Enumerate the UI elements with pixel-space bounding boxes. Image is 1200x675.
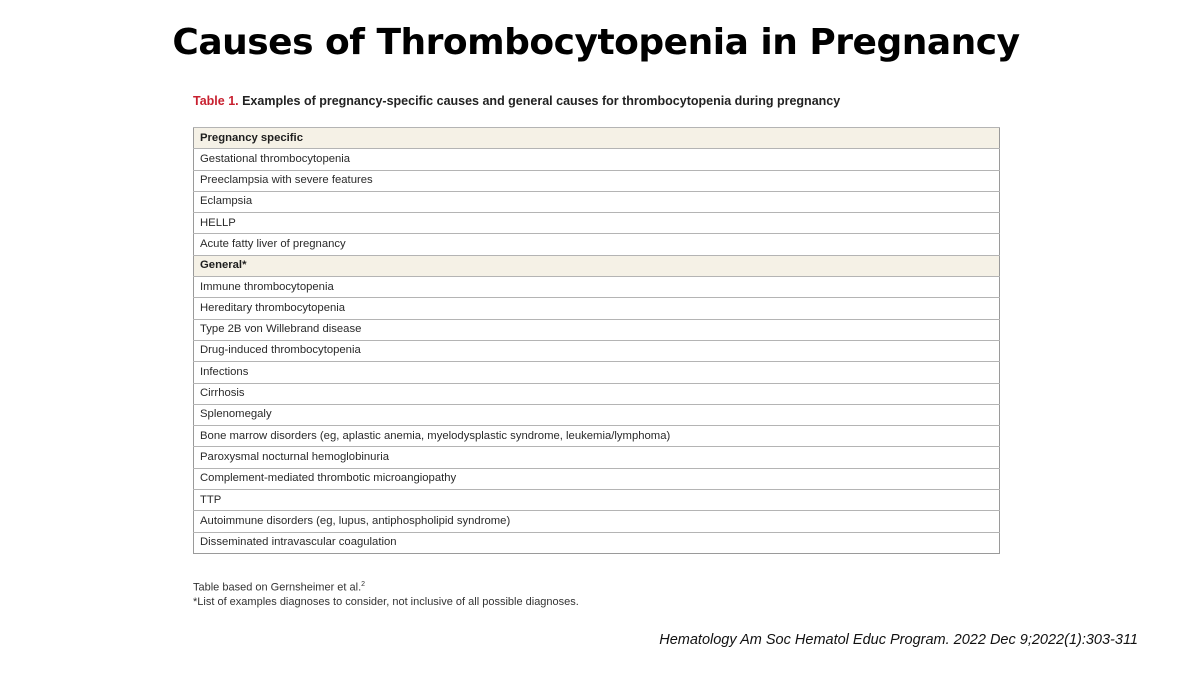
table-cell: Type 2B von Willebrand disease [194, 319, 1000, 340]
table-cell: Immune thrombocytopenia [194, 277, 1000, 298]
table-row [194, 532, 1000, 553]
table-cell: Drug-induced thrombocytopenia [194, 340, 1000, 361]
table-row [194, 170, 1000, 191]
table-cell: Bone marrow disorders (eg, aplastic anemia, myelodysplastic syndrome, leukemia/lymphoma) [194, 426, 1000, 447]
table-row [194, 468, 1000, 489]
causes-table [193, 127, 1000, 554]
table-row [194, 277, 1000, 298]
table-footnote: *List of examples diagnoses to consider, not inclusive of all possible diagnoses. [193, 596, 579, 608]
section-heading-general: General* [194, 255, 1000, 276]
section-heading-pregnancy-specific: Pregnancy specific [194, 128, 1000, 149]
table-cell: Gestational thrombocytopenia [194, 149, 1000, 170]
table-caption-text: Examples of pregnancy-specific causes and general causes for thrombocytopenia during pregnancy [238, 94, 841, 108]
table-cell: HELLP [194, 213, 1000, 234]
table-row [194, 149, 1000, 170]
source-reference-number: 2 [361, 581, 366, 588]
table-row [194, 511, 1000, 532]
section-header-row [194, 255, 1000, 276]
table-cell: TTP [194, 490, 1000, 511]
table-cell: Acute fatty liver of pregnancy [194, 234, 1000, 255]
table-row [194, 383, 1000, 404]
table-cell: Complement-mediated thrombotic microangiopathy [194, 468, 1000, 489]
journal-citation: Hematology Am Soc Hematol Educ Program. 2022 Dec 9;2022(1):303-311 [659, 632, 1138, 648]
source-note-text: Table based on Gernsheimer et al. [193, 581, 362, 594]
table-cell: Eclampsia [194, 191, 1000, 212]
table-cell: Hereditary thrombocytopenia [194, 298, 1000, 319]
table-row [194, 191, 1000, 212]
table-row [194, 234, 1000, 255]
table-cell: Paroxysmal nocturnal hemoglobinuria [194, 447, 1000, 468]
table-row [194, 490, 1000, 511]
slide-title: Causes of Thrombocytopenia in Pregnancy [172, 22, 1020, 63]
table-cell: Preeclampsia with severe features [194, 170, 1000, 191]
table-source-note [193, 581, 365, 594]
table-caption-label: Table 1. [193, 94, 239, 108]
table-row [194, 404, 1000, 425]
table-cell: Autoimmune disorders (eg, lupus, antiphospholipid syndrome) [194, 511, 1000, 532]
table-caption [193, 94, 840, 108]
table-row [194, 213, 1000, 234]
table-cell: Splenomegaly [194, 404, 1000, 425]
table-cell: Disseminated intravascular coagulation [194, 532, 1000, 553]
table-cell: Cirrhosis [194, 383, 1000, 404]
table-cell: Infections [194, 362, 1000, 383]
table-row [194, 340, 1000, 361]
section-header-row [194, 128, 1000, 149]
table-row [194, 447, 1000, 468]
table-row [194, 319, 1000, 340]
table-row [194, 362, 1000, 383]
table-row [194, 298, 1000, 319]
table-row [194, 426, 1000, 447]
